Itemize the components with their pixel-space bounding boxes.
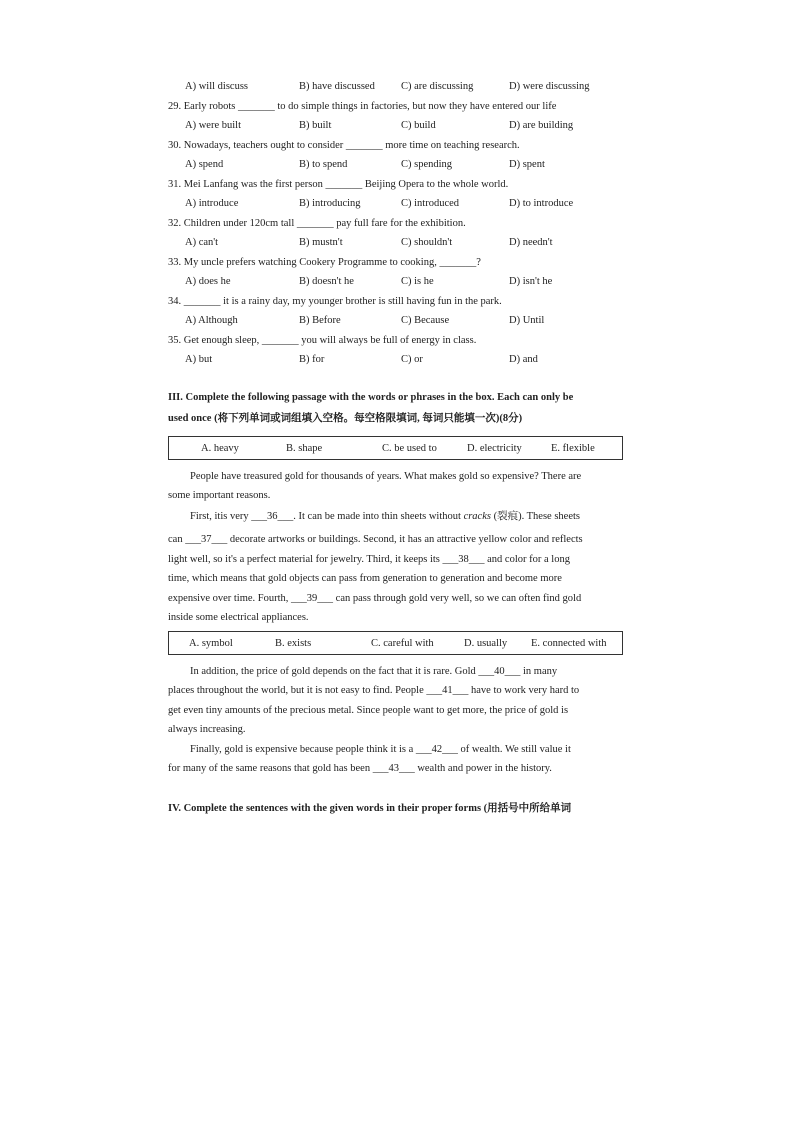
option-b: B) doesn't he	[299, 276, 354, 287]
option-d: D) and	[509, 354, 538, 365]
section-heading-cont: used once (将下列单词或词组填入空格。每空格限填词, 每词只能填一次)(8分)	[168, 413, 523, 424]
passage-line: time, which means that gold objects can pass from generation to generation and become more	[168, 573, 562, 584]
word-option: D. electricity	[467, 443, 522, 454]
question-stem: 34. _______ it is a rainy day, my younger brother is still having fun in the park.	[168, 296, 502, 307]
option-c: C) spending	[401, 159, 453, 170]
option-c: C) introduced	[401, 198, 460, 209]
question-stem: 29. Early robots _______ to do simple things in factories, but now they have entered our life	[168, 101, 557, 112]
word-option: C. careful with	[371, 638, 434, 649]
passage-line: Finally, gold is expensive because people think it is a ___42___ of wealth. We still value it	[190, 744, 571, 755]
question-stem: 32. Children under 120cm tall _______ pay full fare for the exhibition.	[168, 218, 466, 229]
option-a: A) can't	[185, 237, 219, 248]
question-stem: 35. Get enough sleep, _______ you will always be full of energy in class.	[168, 335, 477, 346]
option-d: D) are building	[509, 120, 574, 131]
word-option: B. shape	[286, 443, 323, 454]
section-heading: IV. Complete the sentences with the given words in their proper forms (用括号中所给单词	[168, 803, 572, 814]
passage-line: always increasing.	[168, 724, 246, 735]
word-option: A. symbol	[189, 638, 233, 649]
option-a: A) Although	[185, 315, 238, 326]
passage-line: inside some electrical appliances.	[168, 612, 309, 623]
option-c: C) is he	[401, 276, 434, 287]
option-b: B) for	[299, 354, 325, 365]
passage-line: In addition, the price of gold depends on the fact that it is rare. Gold ___40___ in many	[190, 666, 558, 677]
passage-line: light well, so it's a perfect material for jewelry. Third, it keeps its ___38___ and color for a long	[168, 554, 570, 565]
option-c: C) build	[401, 120, 436, 131]
option-b: B) to spend	[299, 159, 348, 170]
italic-word: cracks	[463, 511, 491, 522]
question-stem: 30. Nowadays, teachers ought to consider _______ more time on teaching research.	[168, 140, 520, 151]
word-box-1	[168, 436, 623, 460]
option-c: C) or	[401, 354, 423, 365]
passage-line	[190, 510, 580, 523]
passage-line: get even tiny amounts of the precious metal. Since people want to get more, the price of gold is	[168, 705, 569, 716]
passage-line: some important reasons.	[168, 490, 271, 501]
option-d: D) isn't he	[509, 276, 553, 287]
option-a: A) but	[185, 354, 213, 365]
option-b: B) introducing	[299, 198, 361, 209]
option-d: D) spent	[509, 159, 545, 170]
option-a: A) were built	[185, 120, 241, 131]
option-b: B) mustn't	[299, 237, 343, 248]
option-d: D) were discussing	[509, 81, 590, 92]
word-option: E. connected with	[531, 638, 607, 649]
option-a: A) does he	[185, 276, 231, 287]
option-a: A) will discuss	[185, 81, 248, 92]
passage-line: expensive over time. Fourth, ___39___ can pass through gold very well, so we can often find gold	[168, 593, 582, 604]
option-c: C) Because	[401, 315, 450, 326]
word-box-2	[168, 631, 623, 655]
passage-line: can ___37___ decorate artworks or buildings. Second, it has an attractive yellow color and reflects	[168, 534, 583, 545]
passage-line: People have treasured gold for thousands of years. What makes gold so expensive? There are	[190, 471, 582, 482]
option-b: B) built	[299, 120, 332, 131]
passage-line: for many of the same reasons that gold has been ___43___ wealth and power in the history.	[168, 763, 552, 774]
option-b: B) have discussed	[299, 81, 375, 92]
word-option: B. exists	[275, 638, 312, 649]
option-a: A) spend	[185, 159, 224, 170]
section-heading: III. Complete the following passage with the words or phrases in the box. Each can only be	[168, 392, 574, 403]
option-d: D) Until	[509, 315, 545, 326]
option-a: A) introduce	[185, 198, 239, 209]
word-option: E. flexible	[551, 443, 595, 454]
word-option: A. heavy	[201, 443, 239, 454]
passage-line: places throughout the world, but it is not easy to find. People ___41___ have to work very hard to	[168, 685, 580, 696]
option-b: B) Before	[299, 315, 341, 326]
option-d: D) to introduce	[509, 198, 574, 209]
question-stem: 31. Mei Lanfang was the first person _______ Beijing Opera to the whole world.	[168, 179, 509, 190]
passage-text: (裂痕). These sheets	[490, 511, 581, 522]
word-option: D. usually	[464, 638, 508, 649]
question-stem: 33. My uncle prefers watching Cookery Programme to cooking, _______?	[168, 257, 481, 268]
option-c: C) are discussing	[401, 81, 474, 92]
option-c: C) shouldn't	[401, 237, 453, 248]
word-option: C. be used to	[382, 443, 437, 454]
option-d: D) needn't	[509, 237, 553, 248]
passage-text: First, itis very ___36___. It can be made into thin sheets without	[190, 511, 461, 522]
